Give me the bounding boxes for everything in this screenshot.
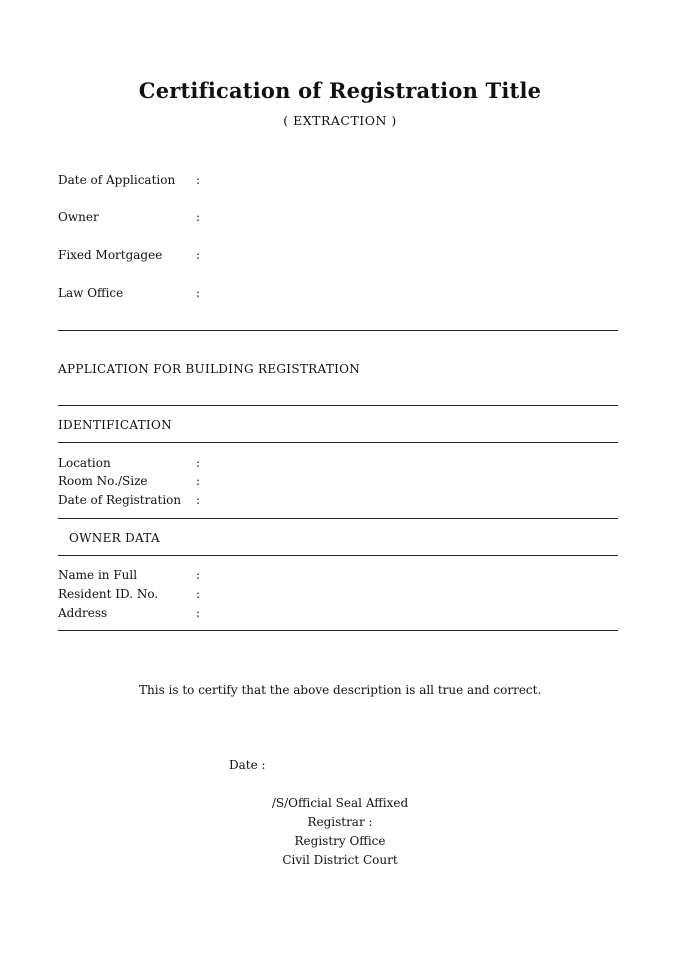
document-subtitle: ( EXTRACTION ) xyxy=(283,113,397,128)
field-label-name-in-full: Name in Full xyxy=(58,568,138,582)
divider-line xyxy=(58,405,618,406)
field-colon: : xyxy=(196,173,201,187)
registry-office: Registry Office xyxy=(294,834,386,848)
registrar-label: Registrar : xyxy=(307,815,373,829)
field-label-resident-id: Resident ID. No. xyxy=(58,587,159,601)
divider-line xyxy=(58,330,618,331)
field-colon: : xyxy=(196,474,201,488)
field-label-location: Location xyxy=(58,456,111,470)
certification-statement: This is to certify that the above description is all true and correct. xyxy=(139,683,542,697)
field-label-room-no-size: Room No./Size xyxy=(58,474,148,488)
owner-data-heading: OWNER DATA xyxy=(69,531,160,545)
divider-line xyxy=(58,442,618,443)
official-seal-text: /S/Official Seal Affixed xyxy=(271,796,409,810)
field-colon: : xyxy=(196,587,201,601)
field-label-fixed-mortgagee: Fixed Mortgagee xyxy=(58,248,163,262)
field-colon: : xyxy=(196,493,201,507)
date-label: Date : xyxy=(229,758,266,772)
divider-line xyxy=(58,630,618,631)
field-colon: : xyxy=(196,456,201,470)
field-label-owner: Owner xyxy=(58,210,99,224)
field-colon: : xyxy=(196,210,201,224)
field-label-date-of-registration: Date of Registration xyxy=(58,493,182,507)
identification-heading: IDENTIFICATION xyxy=(58,418,172,432)
field-label-address: Address xyxy=(58,606,108,620)
application-heading: APPLICATION FOR BUILDING REGISTRATION xyxy=(58,362,361,376)
divider-line xyxy=(58,518,618,519)
field-colon: : xyxy=(196,248,201,262)
divider-line xyxy=(58,555,618,556)
field-label-date-of-application: Date of Application xyxy=(58,173,176,187)
civil-district-court: Civil District Court xyxy=(282,853,398,867)
field-colon: : xyxy=(196,568,201,582)
field-colon: : xyxy=(196,606,201,620)
document-title: Certification of Registration Title xyxy=(138,78,542,103)
field-colon: : xyxy=(196,286,201,300)
field-label-law-office: Law Office xyxy=(58,286,124,300)
